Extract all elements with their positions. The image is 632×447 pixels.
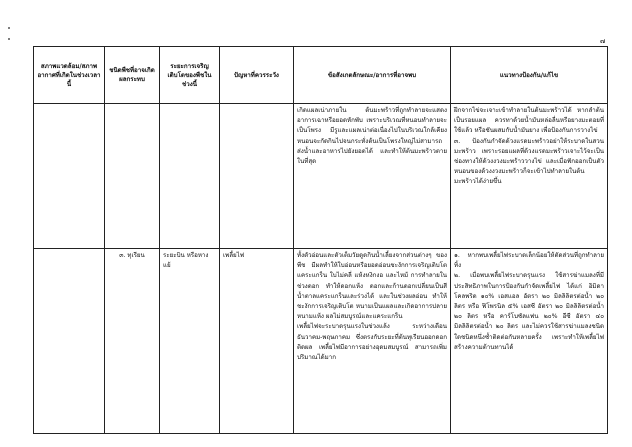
header-growth-stage: ระยะการเจริญเติบโตของพืชในช่วงนี้: [160, 47, 220, 104]
cell-growth-stage: ระยะบิน หรือหางแย้: [160, 249, 220, 434]
header-problem: ปัญหาที่ควรระวัง: [220, 47, 294, 104]
header-symptoms: ข้อสังเกตลักษณะ/อาการที่อาจพบ: [294, 47, 451, 104]
header-environment: สภาพแวดล้อม/สภาพอากาศที่เกิดในช่วงเวลานี้: [34, 47, 105, 104]
table-header-row: [34, 47, 608, 104]
cell-environment: [34, 249, 105, 434]
table-row: [34, 249, 608, 434]
cell-symptoms: เกิดแผลเน่าภายใน ต้นมะพร้าวที่ถูกทำลายจะแสดงอาการเฉาหรือยอดหักพับ เพราะบริเวณที่หนอนทำลายจะเป็นโพรง มีรูและแผลเน่าต่อเนื่องไปในบริเวณใกล้เคียง หนอนจะกัดกินไปจนกระทั่งต้นเป็นโพรงใหญ่ไม่สามารถส่งน้ำและอาหารไปยังยอดได้ และทำให้ต้นมะพร้าวตายในที่สุด: [294, 104, 451, 249]
cell-problem: [220, 104, 294, 249]
cell-remedy: ฝีกจากไข่จะเจาะเข้าทำลายในต้นมะพร้าวได้ หากลำต้นเป็นรอยแผล ควรทาด้วยน้ำมันหล่อลื่นหรือยางมะตอยที่ใช้แล้ว หรือชันผสมกับน้ำมันยาง เพื่อป้องกันการวางไข่ ๓. ป้องกันกำจัดด้วงแรดมะพร้าวอย่าให้ระบาดในสวนมะพร้าว เพราะรอยแผลที่ด้วงแรดมะพร้าวเจาะไว้จะเป็นช่องทางให้ด้วงงวงมะพร้าววางไข่ และเมื่อฟักออกเป็นตัวหนอนของด้วงงวงมะพร้าวก็จะเข้าไปทำลายในต้นมะพร้าวได้ง่ายขึ้น: [451, 104, 608, 249]
pest-advisory-table: [33, 46, 608, 434]
margin-mark: [8, 38, 10, 40]
cell-environment: [34, 104, 105, 249]
cell-crop: ๓. ทุเรียน: [105, 249, 160, 434]
cell-crop: [105, 104, 160, 249]
table-row: [34, 104, 608, 249]
cell-growth-stage: [160, 104, 220, 249]
header-remedy: แนวทางป้องกัน/แก้ไข: [451, 47, 608, 104]
margin-mark: [8, 27, 10, 29]
cell-symptoms: ทั้งตัวอ่อนและตัวเต็มวัยดูดกินน้ำเลี้ยงจากส่วนต่างๆ ของพืช มีผลทำให้ใบอ่อนหรือยอดอ่อนชะงักการเจริญเติบโต แคระแกร็น ใบไม่คลี่ แห้งหงิกงอ และไหม้ การทำลายในช่วงดอก ทำให้ดอกแห้ง ดอกและก้านดอกเปลี่ยนเป็นสีน้ำตาลแคระแกร็นและร่วงได้ และในช่วงผลอ่อน ทำให้ชะงักการเจริญเติบโต หนามเป็นแผลและเกิดอาการปลายหนามแห้ง ผลไม่สมบูรณ์และแคระแกร็น เพลี้ยไฟจะระบาดรุนแรงในช่วงแล้ง ระหว่างเดือนธันวาคม-พฤษภาคม ซึ่งตรงกับระยะที่ต้นทุเรียนออกดอกติดผล เพลี้ยไฟมีอาการอย่างอุดมสมบูรณ์ สามารถเพิ่มปริมาณได้มาก: [294, 249, 451, 434]
header-crop: ชนิดพืชที่อาจเกิดผลกระทบ: [105, 47, 160, 104]
cell-problem: เพลี้ยไฟ: [220, 249, 294, 434]
cell-remedy: ๑. หากพบเพลี้ยไฟระบาดเล็กน้อยให้ตัดส่วนที่ถูกทำลายทิ้ง ๒. เมื่อพบเพลี้ยไฟระบาดรุนแรง ใช้สารฆ่าแมลงที่มีประสิทธิภาพในการป้องกันกำจัดเพลี้ยไฟ ได้แก่ อิมิดาโคลพริด ๑๐% เอสแอล อัตรา ๒๐ มิลลิลิตรต่อน้ำ ๒๐ ลิตร หรือ ฟิโพรนิล ๕% เอสซี อัตรา ๒๐ มิลลิลิตรต่อน้ำ ๒๐ ลิตร หรือ คาร์โบซัลแฟน ๒๐% อีซี อัตรา ๔๐ มิลลิลิตรต่อน้ำ ๒๐ ลิตร และไม่ควรใช้สารฆ่าแมลงชนิดใดชนิดหนึ่งซ้ำติดต่อกันหลายครั้ง เพราะทำให้เพลี้ยไฟสร้างความต้านทานได้: [451, 249, 608, 434]
page-number: ๗: [600, 37, 606, 45]
